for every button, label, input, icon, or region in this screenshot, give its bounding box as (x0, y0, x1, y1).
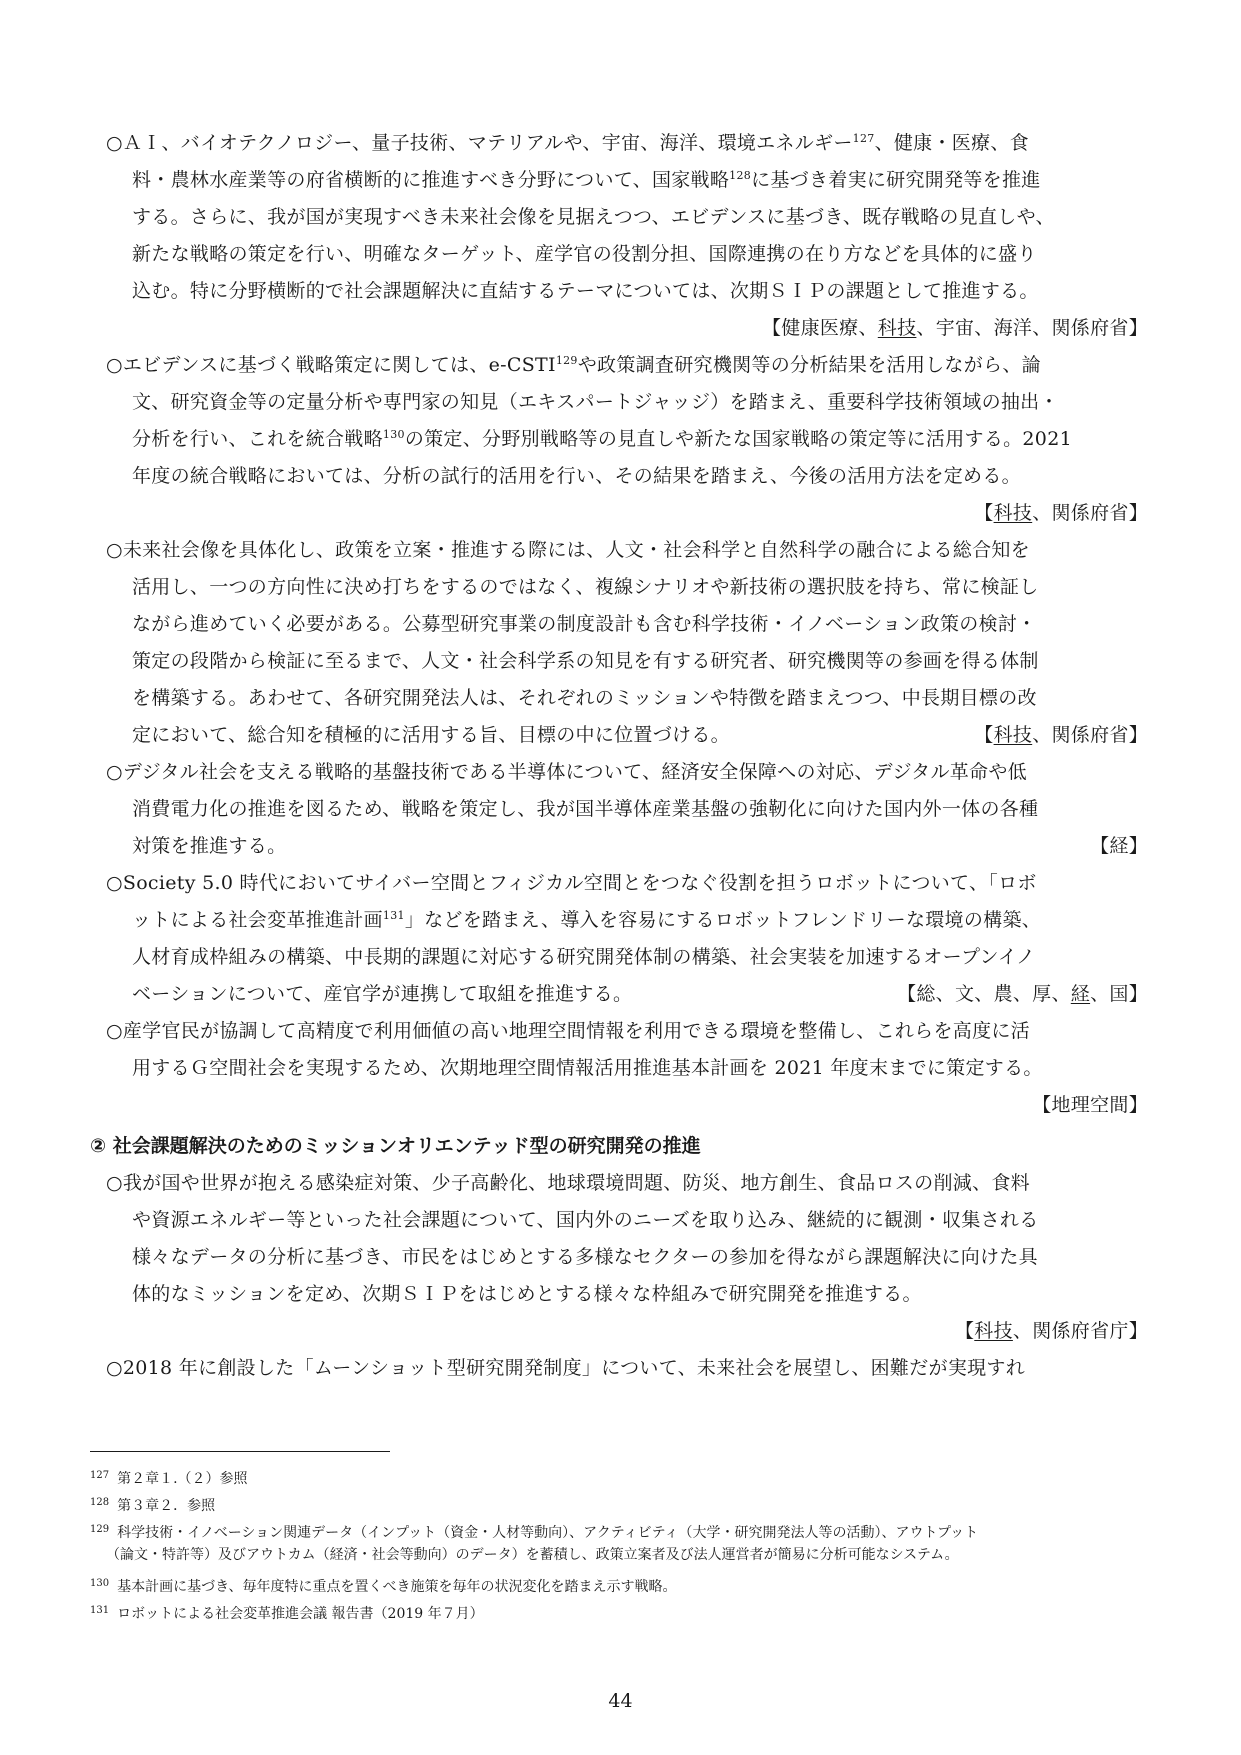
page-number: 44 (608, 1690, 633, 1712)
paragraph-3-line-1: ○未来社会像を具体化し、政策を立案・推進する際には、人文・社会科学と自然科学の融合による総合知を (106, 539, 1030, 561)
paragraph-6-line-1: ○産学官民が協調して高精度で利用価値の高い地理空間情報を利用できる環境を整備し、これらを高度に活 (106, 1020, 1030, 1042)
paragraph-6-line-2: 用するＧ空間社会を実現するため、次期地理空間情報活用推進基本計画を 2021 年度末までに策定する。 (132, 1057, 1043, 1079)
paragraph-1-line-5: 込む。特に分野横断的で社会課題解決に直結するテーマについては、次期ＳＩＰの課題として推進する。 (132, 280, 1039, 302)
footnote-128: $^{128}$ 第３章２．参照 (90, 1497, 216, 1514)
paragraph-8-line-1: ○2018 年に創設した「ムーンショット型研究開発制度」について、未来社会を展望し、困難だが実現すれ (106, 1357, 1026, 1379)
paragraph-7-line-2: や資源エネルギー等といった社会課題について、国内外のニーズを取り込み、継続的に観測・収集される (132, 1209, 1039, 1231)
paragraph-7-line-3: 様々なデータの分析に基づき、市民をはじめとする多様なセクターの参加を得ながら課題解決に向けた具 (132, 1246, 1038, 1268)
footnote-131: $^{131}$ ロボットによる社会変革推進会議 報告書（2019 年７月） (90, 1605, 484, 1622)
paragraph-3-line-3: ながら進めていく必要がある。公募型研究事業の制度設計も含む科学技術・イノベーション政策の検討・ (132, 613, 1037, 635)
paragraph-2-line-2: 文、研究資金等の定量分析や専門家の知見（エキスパートジャッジ）を踏まえ、重要科学技術領域の抽出・ (132, 391, 1059, 413)
footnote-ref-131[interactable]: 131 (382, 909, 405, 922)
paragraph-7-line-4: 体的なミッションを定め、次期ＳＩＰをはじめとする様々な枠組みで研究開発を推進する。 (132, 1283, 922, 1305)
footnote-divider (90, 1451, 390, 1452)
paragraph-3-ministry-tag: 【科技、関係府省】 (974, 724, 1148, 746)
paragraph-1-line-2: 料・農林水産業等の府省横断的に推進すべき分野について、国家戦略$^{128}$に基づき着実に研究開発等を推進 (132, 169, 1041, 191)
paragraph-5-line-3: 人材育成枠組みの構築、中長期的課題に対応する研究開発体制の構築、社会実装を加速するオープンイノ (132, 946, 1036, 968)
paragraph-3-line-6: 定において、総合知を積極的に活用する旨、目標の中に位置づける。 (132, 724, 730, 746)
paragraph-7-line-1: ○我が国や世界が抱える感染症対策、少子高齢化、地球環境問題、防災、地方創生、食品ロスの削減、食料 (106, 1172, 1030, 1194)
paragraph-5-line-4: ベーションについて、産官学が連携して取組を推進する。 (132, 983, 633, 1005)
paragraph-1-ministry-tag: 【健康医療、科技、宇宙、海洋、関係府省】 (761, 317, 1148, 339)
paragraph-2-line-1: ○エビデンスに基づく戦略策定に関しては、e-CSTI$^{129}$や政策調査研究機関等の分析結果を活用しながら、論 (106, 354, 1041, 376)
footnote-ref-130[interactable]: 130 (382, 428, 405, 441)
paragraph-4-ministry-tag: 【経】 (1090, 835, 1148, 857)
footnote-129-continued: （論文・特許等）及びアウトカム（経済・社会等動向）のデータ）を蓄積し、政策立案者及び法人運営者が簡易に分析可能なシステム。 (106, 1547, 959, 1563)
paragraph-4-line-1: ○デジタル社会を支える戦略的基盤技術である半導体について、経済安全保障への対応、デジタル革命や低 (106, 761, 1027, 783)
paragraph-2-line-4: 年度の統合戦略においては、分析の試行的活用を行い、その結果を踏まえ、今後の活用方法を定める。 (132, 465, 1021, 487)
paragraph-3-line-2: 活用し、一つの方向性に決め打ちをするのではなく、複線シナリオや新技術の選択肢を持ち、常に検証し (132, 576, 1039, 598)
paragraph-4-line-2: 消費電力化の推進を図るため、戦略を策定し、我が国半導体産業基盤の強靭化に向けた国内外一体の各種 (132, 798, 1039, 820)
footnote-ref-127[interactable]: 127 (852, 132, 875, 145)
paragraph-4-line-3: 対策を推進する。 (132, 835, 287, 857)
footnote-129: $^{129}$ 科学技術・イノベーション関連データ（インプット（資金・人材等動向）、アクティビティ（大学・研究開発法人等の活動）、アウトプット (90, 1524, 979, 1541)
paragraph-5-line-1: ○Society 5.0 時代においてサイバー空間とフィジカル空間とをつなぐ役割を担うロボットについて、「ロボ (106, 872, 1037, 894)
paragraph-1-line-1: ○ＡＩ、バイオテクノロジー、量子技術、マテリアルや、宇宙、海洋、環境エネルギー$^{127}$、健康・医療、食 (106, 132, 1029, 154)
paragraph-5-ministry-tag: 【総、文、農、厚、経、国】 (897, 983, 1148, 1005)
paragraph-6-ministry-tag: 【地理空間】 (1032, 1094, 1148, 1116)
paragraph-1-line-4: 新たな戦略の策定を行い、明確なターゲット、産学官の役割分担、国際連携の在り方などを具体的に盛り (132, 243, 1037, 265)
paragraph-3-line-4: 策定の段階から検証に至るまで、人文・社会科学系の知見を有する研究者、研究機関等の参画を得る体制 (132, 650, 1039, 672)
footnote-ref-129[interactable]: 129 (555, 354, 578, 367)
section-heading: ② 社会課題解決のためのミッションオリエンテッド型の研究開発の推進 (90, 1135, 701, 1157)
footnote-127: $^{127}$ 第２章１.（２）参照 (90, 1470, 248, 1487)
paragraph-2-ministry-tag: 【科技、関係府省】 (974, 502, 1148, 524)
footnote-130: $^{130}$ 基本計画に基づき、毎年度特に重点を置くべき施策を毎年の状況変化を踏まえ示す戦略。 (90, 1578, 677, 1595)
paragraph-2-line-3: 分析を行い、これを統合戦略$^{130}$の策定、分野別戦略等の見直しや新たな国家戦略の策定等に活用する。2021 (132, 428, 1072, 450)
paragraph-3-line-5: を構築する。あわせて、各研究開発法人は、それぞれのミッションや特徴を踏まえつつ、中長期目標の改 (132, 687, 1037, 709)
paragraph-5-line-2: ットによる社会変革推進計画$^{131}$」などを踏まえ、導入を容易にするロボットフレンドリーな環境の構築、 (132, 909, 1042, 931)
paragraph-1-line-3: する。さらに、我が国が実現すべき未来社会像を見据えつつ、エビデンスに基づき、既存戦略の見直しや、 (132, 206, 1055, 228)
paragraph-7-ministry-tag: 【科技、関係府省庁】 (954, 1320, 1148, 1342)
footnote-ref-128[interactable]: 128 (729, 169, 752, 182)
